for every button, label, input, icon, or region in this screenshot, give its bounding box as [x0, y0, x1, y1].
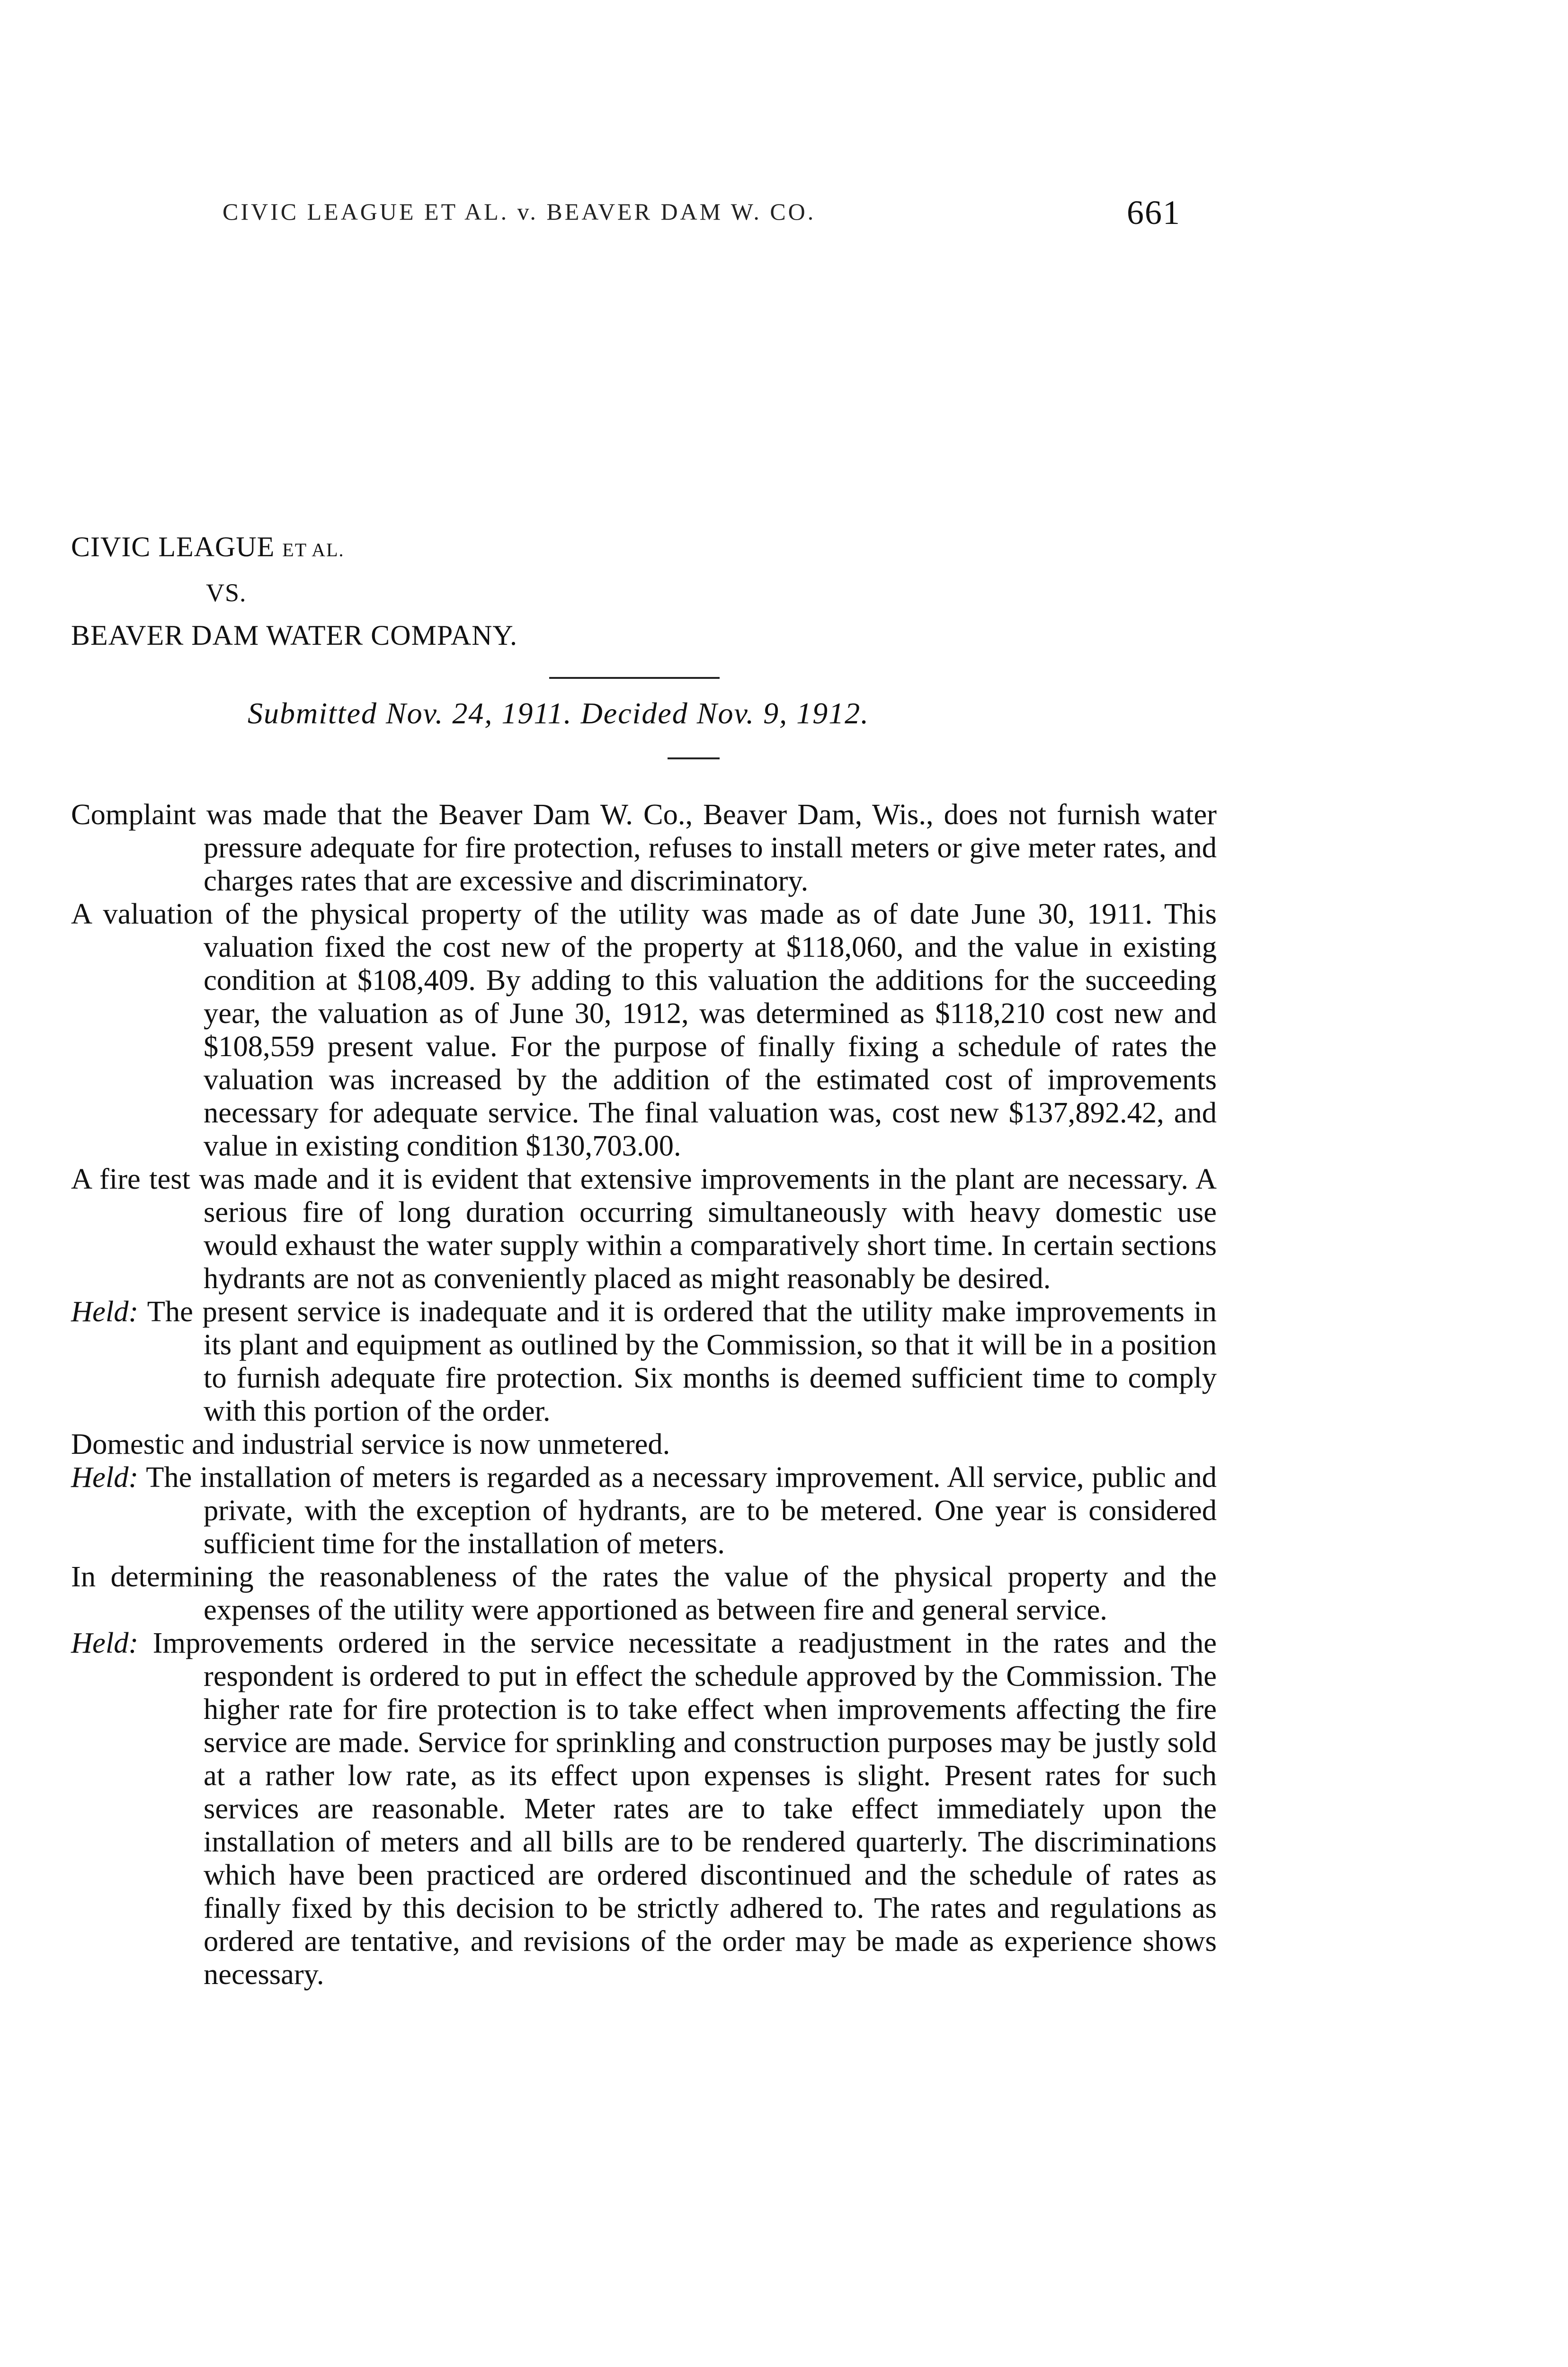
syllabus-text: Improvements ordered in the service necessitate a readjustment in the rates and the respondent is ordered to put in effect the schedule approved by the Commission. The higher rate for fire protection is to take effect when improvements affecting the fire service are made. Service for sprinkling and construction purposes may be justly sold at a rather low rate, as its effect upon expenses is slight. Present rates for such services are reasonable. Meter rates are to take effect immediately upon the installation of meters and all bills are to be rendered quarterly. The discriminations which have been practiced are ordered discontinued and the schedule of rates as finally fixed by this decision to be strictly adhered to. The rates and regulations as ordered are tentative, and revisions of the order may be made as experience shows necessary. [152, 1626, 1217, 1991]
defendant-name: BEAVER DAM WATER COMPANY. [71, 620, 517, 651]
held-label: Held: [71, 1626, 139, 1659]
syllabus-text: The installation of meters is regarded as a necessary improvement. All service, public and private, with the exception of hydrants, are to be metered. One year is considered sufficient time for the installation of meters. [146, 1460, 1217, 1560]
held-label: Held: [71, 1295, 139, 1328]
case-caption [71, 525, 517, 657]
syllabus-text: Complaint was made that the Beaver Dam W. Co., Beaver Dam, Wis., does not furnish water pressure adequate for fire protection, refuses to install meters or give meter rates, and charges rates that are excessive and discriminatory. [71, 798, 1217, 897]
syllabus-paragraph [71, 798, 1217, 897]
syllabus [71, 798, 1217, 1991]
plaintiff-suffix: ET AL. [282, 539, 345, 561]
versus: VS. [206, 578, 247, 607]
submitted-decided-dates: Submitted Nov. 24, 1911. Decided Nov. 9, 1912. [248, 696, 870, 730]
running-head: CIVIC LEAGUE ET AL. v. BEAVER DAM W. CO. [223, 198, 816, 225]
syllabus-paragraph [71, 1626, 1217, 1991]
syllabus-text: In determining the reasonableness of the rates the value of the physical property and the expenses of the utility were apportioned as between fire and general service. [71, 1560, 1217, 1626]
separator-rule [549, 677, 720, 679]
syllabus-paragraph [71, 1460, 1217, 1560]
syllabus-paragraph [71, 897, 1217, 1162]
syllabus-paragraph [71, 1162, 1217, 1295]
syllabus-text: The present service is inadequate and it is ordered that the utility make improvements in its plant and equipment as outlined by the Commission, so that it will be in a position to furnish adequate fire protection. Six months is deemed sufficient time to comply with this portion of the order. [147, 1295, 1217, 1427]
plaintiff-name: CIVIC LEAGUE [71, 531, 275, 562]
held-label: Held: [71, 1460, 139, 1494]
syllabus-paragraph [71, 1560, 1217, 1626]
syllabus-text: Domestic and industrial service is now unmetered. [71, 1427, 670, 1460]
syllabus-paragraph [71, 1295, 1217, 1427]
separator-rule-short [668, 757, 720, 759]
syllabus-paragraph [71, 1427, 1217, 1460]
plaintiff-line [71, 525, 517, 571]
syllabus-text: A valuation of the physical property of the utility was made as of date June 30, 1911. This valuation fixed the cost new of the property at $118,060, and the value in existing condition at $108,409. By adding to this valuation the additions for the succeeding year, the valuation as of June 30, 1912, was determined as $118,210 cost new and $108,559 present value. For the purpose of finally fixing a schedule of rates the valuation was increased by the addition of the estimated cost of improvements necessary for adequate service. The final valuation was, cost new $137,892.42, and value in existing condition $130,703.00. [71, 897, 1217, 1162]
page-number: 661 [1127, 194, 1181, 231]
syllabus-text: A fire test was made and it is evident that extensive improvements in the plant are necessary. A serious fire of long duration occurring simultaneously with heavy domestic use would exhaust the water supply within a comparatively short time. In certain sections hydrants are not as conveniently placed as might reasonably be desired. [71, 1162, 1217, 1295]
